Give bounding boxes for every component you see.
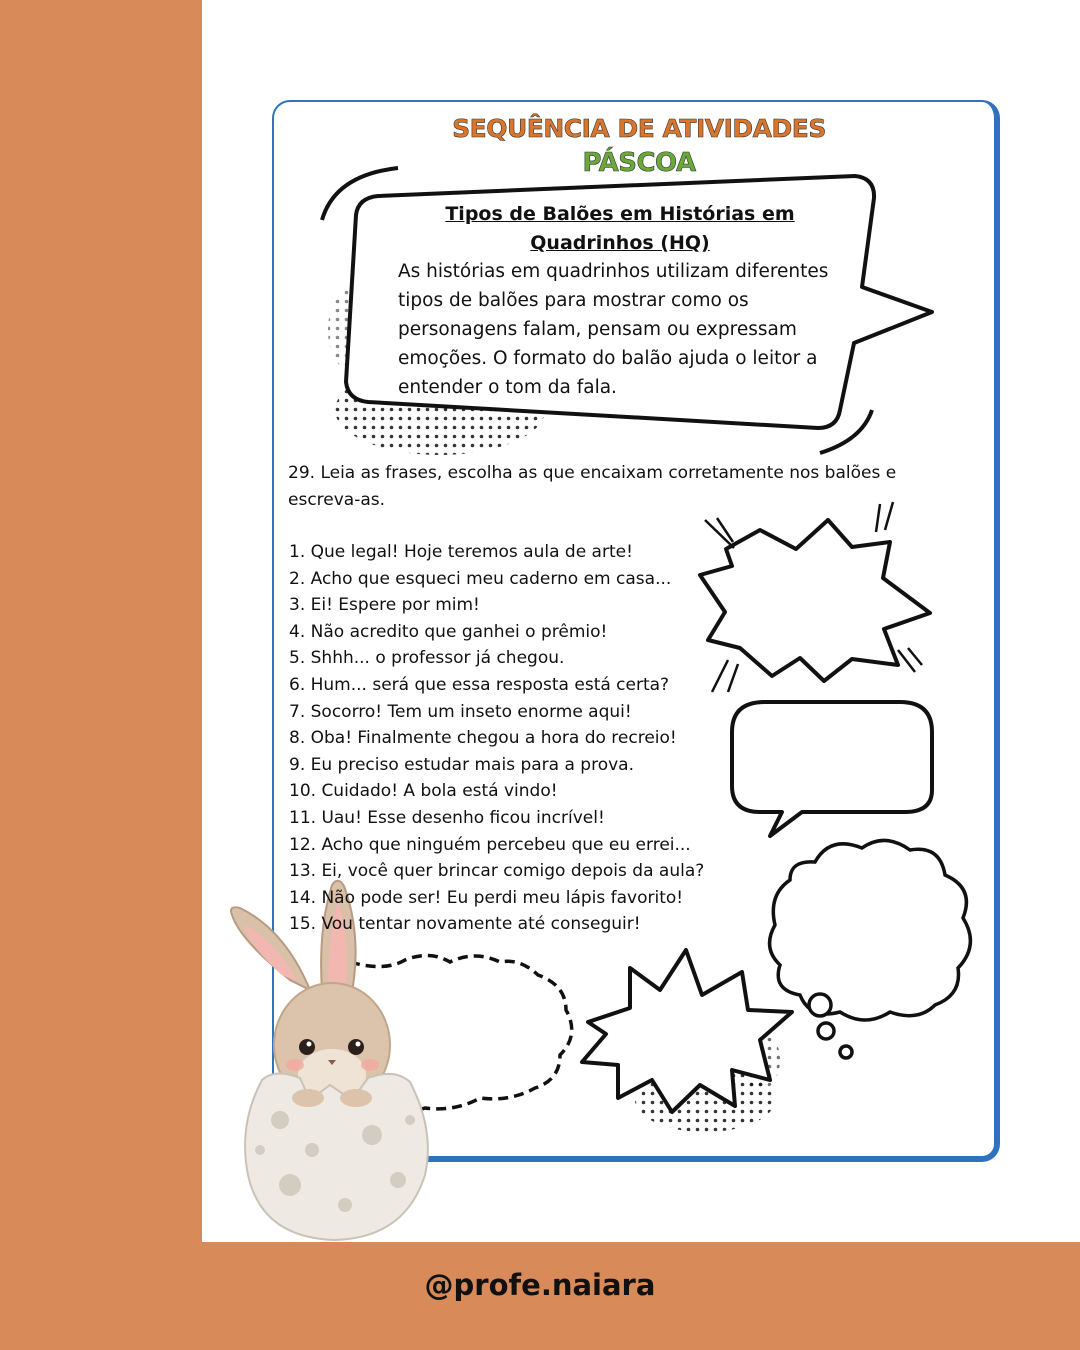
intro-heading: Tipos de Balões em Histórias em Quadrinhos (HQ) [445, 203, 795, 254]
thought-balloon [770, 840, 971, 1058]
worksheet-subtitle: PÁSCOA [582, 148, 696, 178]
list-item: 13. Ei, você quer brincar comigo depois da aula? [289, 861, 705, 882]
list-item: 10. Cuidado! A bola está vindo! [289, 781, 558, 802]
list-item: 5. Shhh... o professor já chegou. [289, 648, 565, 669]
list-item: 8. Oba! Finalmente chegou a hora do recreio! [289, 728, 677, 749]
worksheet-title: SEQUÊNCIA DE ATIVIDADES [452, 114, 826, 143]
list-item: 4. Não acredito que ganhei o prêmio! [289, 621, 608, 642]
list-item: 14. Não pode ser! Eu perdi meu lápis favorito! [289, 887, 684, 908]
list-item: 7. Socorro! Tem um inseto enorme aqui! [289, 701, 632, 722]
speech-balloon [732, 702, 932, 836]
list-item: 12. Acho que ninguém percebeu que eu errei... [289, 834, 691, 855]
phrase-list [289, 539, 704, 938]
list-item: 1. Que legal! Hoje teremos aula de arte! [289, 542, 633, 562]
list-item: 3. Ei! Espere por mim! [289, 595, 480, 616]
list-item: 11. Uau! Esse desenho ficou incrível! [289, 807, 605, 828]
activity-instruction: 29. Leia as frases, escolha as que encaixam corretamente nos balões e escreva-as. [288, 463, 897, 510]
shout-balloon [582, 950, 792, 1132]
list-item: 15. Vou tentar novamente até conseguir! [289, 914, 641, 935]
list-item: 6. Hum... será que essa resposta está certa? [289, 674, 670, 695]
list-item: 2. Acho que esqueci meu caderno em casa... [289, 568, 672, 589]
list-item: 9. Eu preciso estudar mais para a prova. [289, 754, 634, 775]
intro-text: As histórias em quadrinhos utilizam diferentes tipos de balões para mostrar como os personagens falam, pensam ou expressam emoções. O formato do balão ajuda o leitor a entender o tom da fala. [398, 261, 829, 398]
explosion-balloon [700, 502, 930, 692]
author-handle: @profe.naiara [424, 1268, 656, 1302]
